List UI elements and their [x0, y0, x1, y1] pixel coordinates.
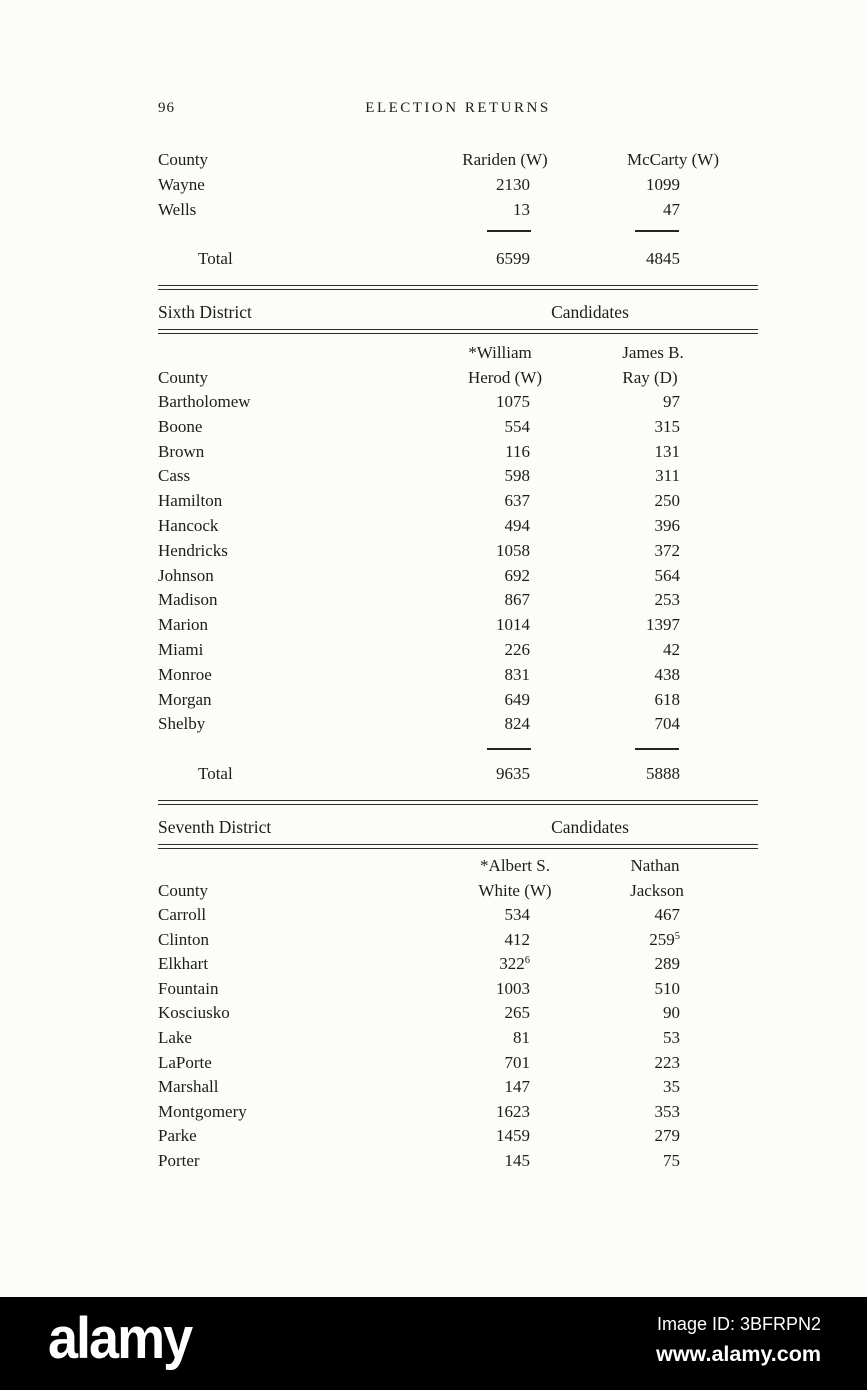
total-rule-row — [158, 222, 758, 246]
vote-value: 81 — [513, 1027, 530, 1047]
total-rule — [487, 230, 531, 232]
double-rule — [158, 844, 758, 849]
vote-value: 618 — [654, 689, 680, 709]
candidate-names-line1 — [158, 340, 758, 365]
table-row — [158, 514, 758, 539]
vote-value: 824 — [504, 714, 530, 734]
vote-value: 42 — [663, 639, 680, 659]
vote-value: 279 — [654, 1126, 680, 1146]
table-row — [158, 1124, 758, 1149]
seventh-district-heading — [158, 815, 758, 840]
table-row — [158, 903, 758, 928]
vote-value: 1058 — [496, 540, 530, 560]
table-sixth-district — [158, 340, 758, 786]
total-label: Total — [198, 764, 233, 784]
county-name: Fountain — [158, 978, 219, 998]
county-name: Hendricks — [158, 540, 228, 560]
total-label: Total — [198, 249, 233, 268]
vote-value: 831 — [504, 664, 530, 684]
vote-value: 265 — [504, 1003, 530, 1023]
county-name: Wells — [158, 200, 197, 219]
sixth-district-heading — [158, 300, 758, 325]
vote-value: 35 — [663, 1077, 680, 1097]
county-name: Carroll — [158, 905, 207, 924]
county-header-label: County — [158, 881, 209, 900]
county-name: LaPorte — [158, 1052, 212, 1072]
candidate-column-header: McCarty (W) — [626, 150, 720, 169]
vote-value: 97 — [663, 392, 680, 411]
county-name: Johnson — [158, 565, 214, 585]
district-title: Sixth District — [158, 302, 252, 322]
county-name: Boone — [158, 416, 203, 436]
table-row — [158, 489, 758, 514]
county-name: Hancock — [158, 515, 219, 535]
county-name: Kosciusko — [158, 1003, 230, 1023]
double-rule — [158, 285, 758, 290]
vote-value: 13 — [513, 200, 530, 219]
candidate-name: *William — [468, 343, 532, 362]
vote-value: 353 — [654, 1101, 680, 1121]
county-name: Cass — [158, 466, 191, 486]
county-name: Wayne — [158, 175, 205, 194]
vote-value: 1099 — [646, 175, 680, 194]
candidate-names-line2 — [158, 878, 758, 903]
candidates-label: Candidates — [551, 302, 629, 322]
vote-value: 145 — [504, 1150, 530, 1170]
vote-value: 75 — [663, 1150, 680, 1170]
candidate-name: White (W) — [478, 881, 552, 900]
candidate-name: *Albert S. — [480, 856, 550, 875]
vote-value: 1397 — [646, 615, 680, 635]
vote-value: 701 — [504, 1052, 530, 1072]
candidate-name: Nathan — [630, 856, 680, 875]
vote-value: $322^6$ — [499, 954, 530, 974]
candidate-names-line1 — [158, 853, 758, 878]
vote-value: 131 — [654, 441, 680, 461]
vote-value: 704 — [654, 714, 680, 734]
watermark-info — [656, 1314, 821, 1367]
table-row — [158, 952, 758, 977]
vote-value: 90 — [663, 1003, 680, 1023]
county-name: Bartholomew — [158, 392, 251, 411]
vote-value: 510 — [654, 978, 680, 998]
county-name: Marion — [158, 615, 209, 635]
table-row — [158, 539, 758, 564]
table-row — [158, 172, 758, 197]
table-row — [158, 464, 758, 489]
table-row — [158, 613, 758, 638]
candidate-column-header: Rariden (W) — [462, 150, 548, 169]
table-body — [158, 903, 758, 1174]
vote-value: 1003 — [496, 978, 530, 998]
vote-value: 311 — [655, 466, 680, 486]
vote-value: 438 — [654, 664, 680, 684]
table-row — [158, 415, 758, 440]
county-name: Morgan — [158, 689, 212, 709]
table-previous-district — [158, 147, 758, 271]
table-row — [158, 390, 758, 415]
image-id-text: Image ID: 3BFRPN2 — [656, 1314, 821, 1334]
double-rule — [158, 800, 758, 805]
alamy-url-text: www.alamy.com — [656, 1342, 821, 1366]
total-value: 5888 — [646, 764, 680, 784]
total-value: 9635 — [496, 764, 530, 784]
vote-value: 1014 — [496, 615, 530, 635]
vote-value: 867 — [504, 590, 530, 610]
total-value: 6599 — [496, 249, 530, 268]
county-name: Madison — [158, 590, 218, 610]
vote-value: 1459 — [496, 1126, 530, 1146]
vote-value: 147 — [504, 1077, 530, 1097]
table-row — [158, 1051, 758, 1076]
watermark-bar — [0, 1297, 867, 1390]
county-name: Miami — [158, 639, 204, 659]
table-row — [158, 1075, 758, 1100]
table-row — [158, 712, 758, 737]
vote-value: 692 — [504, 565, 530, 585]
vote-value: 47 — [663, 200, 680, 219]
page-number: 96 — [158, 100, 175, 116]
table-seventh-district — [158, 853, 758, 1174]
alamy-logo: alamy — [48, 1306, 192, 1371]
table-row — [158, 638, 758, 663]
total-row — [158, 761, 758, 786]
table-row — [158, 197, 758, 222]
table-row — [158, 1026, 758, 1051]
table-row — [158, 1001, 758, 1026]
double-rule — [158, 329, 758, 334]
candidate-name: Herod (W) — [467, 368, 543, 387]
candidates-label: Candidates — [551, 817, 629, 837]
table-row — [158, 588, 758, 613]
table-row — [158, 688, 758, 713]
county-name: Marshall — [158, 1077, 219, 1097]
county-name: Shelby — [158, 714, 206, 734]
county-name: Brown — [158, 441, 205, 461]
table-row — [158, 663, 758, 688]
table-row — [158, 928, 758, 953]
vote-value: 396 — [654, 515, 680, 535]
candidate-name: James B. — [622, 343, 684, 362]
candidate-name: Jackson — [630, 881, 684, 900]
table-row — [158, 977, 758, 1002]
total-rule — [487, 748, 531, 750]
vote-value: 637 — [504, 491, 530, 511]
county-header-label: County — [158, 368, 209, 387]
vote-value: 250 — [654, 491, 680, 511]
vote-value: 253 — [654, 590, 680, 610]
table-body — [158, 390, 758, 737]
table-row — [158, 564, 758, 589]
district-title: Seventh District — [158, 817, 272, 837]
vote-value: 2130 — [496, 175, 530, 194]
county-name: Monroe — [158, 664, 212, 684]
county-name: Lake — [158, 1027, 192, 1047]
county-name: Hamilton — [158, 491, 223, 511]
county-name: Porter — [158, 1150, 200, 1170]
table-row — [158, 1149, 758, 1174]
total-rule — [635, 748, 679, 750]
vote-value: 53 — [663, 1027, 680, 1047]
table-row — [158, 440, 758, 465]
total-rule-row — [158, 737, 758, 761]
vote-value: 649 — [504, 689, 530, 709]
vote-value: 534 — [504, 905, 530, 924]
county-header-label: County — [158, 150, 209, 169]
vote-value: 564 — [654, 565, 680, 585]
vote-value: 223 — [654, 1052, 680, 1072]
table-row — [158, 1100, 758, 1125]
table-body — [158, 172, 758, 222]
vote-value: 289 — [654, 954, 680, 974]
vote-value: 1075 — [496, 392, 530, 411]
vote-value: 554 — [504, 416, 530, 436]
vote-value: 467 — [654, 905, 680, 924]
candidate-name: Ray (D) — [622, 368, 678, 387]
footnote-superscript: 5 — [674, 930, 680, 942]
county-name: Clinton — [158, 929, 210, 949]
vote-value: 598 — [504, 466, 530, 486]
county-name: Elkhart — [158, 954, 209, 974]
total-row — [158, 246, 758, 271]
vote-value: 1623 — [496, 1101, 530, 1121]
running-head: ELECTION RETURNS — [365, 100, 551, 116]
county-name: Montgomery — [158, 1101, 247, 1121]
table-header-row — [158, 147, 758, 172]
footnote-superscript: 6 — [524, 955, 530, 967]
vote-value: $259^5$ — [649, 929, 680, 949]
total-value: 4845 — [646, 249, 680, 268]
page-header — [158, 100, 758, 122]
vote-value: 315 — [654, 416, 680, 436]
vote-value: 226 — [504, 639, 530, 659]
vote-value: 412 — [504, 929, 530, 949]
county-name: Parke — [158, 1126, 197, 1146]
total-rule — [635, 230, 679, 232]
vote-value: 494 — [504, 515, 530, 535]
candidate-names-line2 — [158, 365, 758, 390]
vote-value: 116 — [505, 441, 530, 461]
vote-value: 372 — [654, 540, 680, 560]
